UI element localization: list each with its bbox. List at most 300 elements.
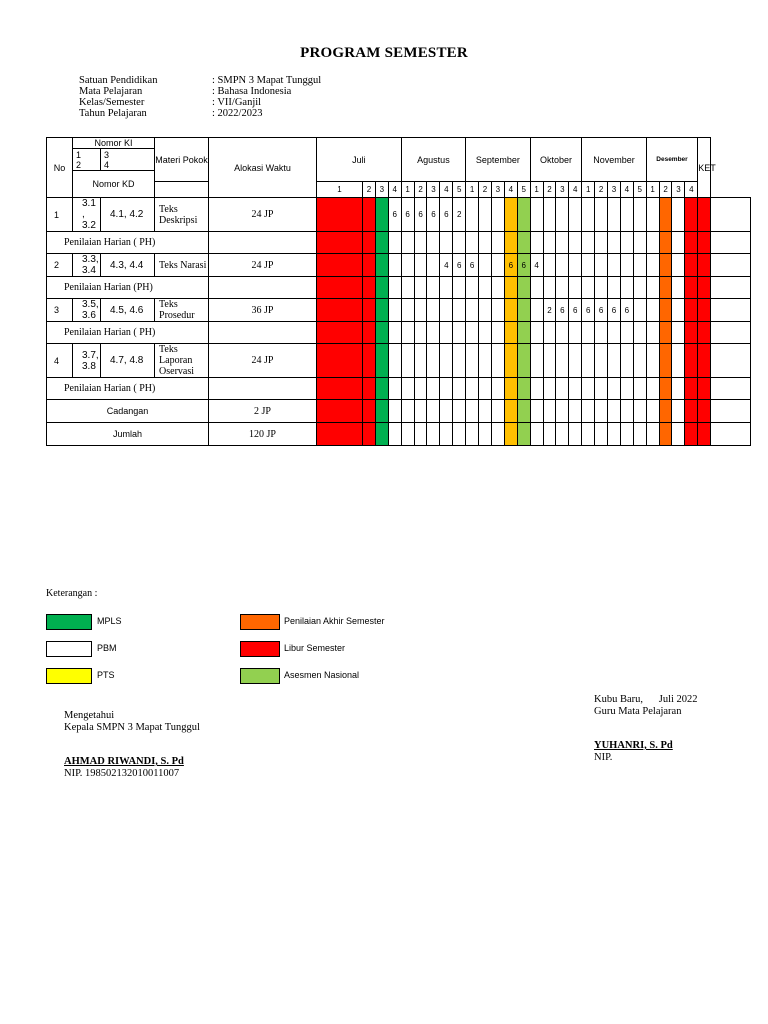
week-number: 2 <box>659 182 672 198</box>
week-cell <box>479 299 492 322</box>
week-cell <box>440 378 453 400</box>
week-number: 2 <box>543 182 556 198</box>
week-cell <box>685 378 698 400</box>
week-cell <box>491 344 504 378</box>
week-cell: 6 <box>504 254 517 277</box>
info-value: : SMPN 3 Mapat Tunggul <box>212 75 322 86</box>
week-cell <box>620 400 633 423</box>
week-cell <box>633 254 646 277</box>
week-cell <box>317 378 363 400</box>
week-cell <box>646 198 659 232</box>
month-juli: Juli <box>317 138 402 182</box>
row-penilaian-harian: Penilaian Harian (PH) <box>47 277 209 299</box>
week-cell <box>543 277 556 299</box>
week-cell <box>491 299 504 322</box>
row-kd-4: 4.7, 4.8 <box>101 344 155 378</box>
sig-left-line1: Mengetahui <box>64 710 115 721</box>
week-cell <box>440 423 453 446</box>
week-cell <box>530 277 543 299</box>
week-cell <box>375 423 388 446</box>
sig-right-role: Guru Mata Pelajaran <box>594 706 682 717</box>
row-penilaian-harian: Penilaian Harian ( PH) <box>47 378 209 400</box>
info-value: : 2022/2023 <box>212 108 263 119</box>
week-cell <box>317 344 363 378</box>
table-row <box>47 254 751 277</box>
week-cell <box>569 400 582 423</box>
week-cell <box>517 277 530 299</box>
row-ket <box>711 378 751 400</box>
week-cell <box>698 423 711 446</box>
row-no: 4 <box>47 344 73 378</box>
week-cell <box>401 400 414 423</box>
week-cell <box>440 299 453 322</box>
week-cell <box>453 232 466 254</box>
week-cell <box>530 423 543 446</box>
week-cell <box>659 254 672 277</box>
week-cell <box>646 400 659 423</box>
week-cell <box>543 423 556 446</box>
week-cell <box>479 198 492 232</box>
week-cell <box>530 400 543 423</box>
week-cell <box>608 277 621 299</box>
week-cell <box>556 423 569 446</box>
week-cell <box>401 378 414 400</box>
week-cell <box>466 378 479 400</box>
header-ki-left: 1 2 <box>73 149 101 171</box>
week-cell <box>388 423 401 446</box>
week-cell <box>453 299 466 322</box>
week-cell <box>685 400 698 423</box>
week-cell <box>440 277 453 299</box>
row-materi: Teks Laporan Oservasi <box>155 344 209 378</box>
sig-left-line2: Kepala SMPN 3 Mapat Tunggul <box>64 722 200 733</box>
week-cell <box>363 299 376 322</box>
week-cell <box>672 378 685 400</box>
row-ket <box>711 232 751 254</box>
week-cell <box>491 400 504 423</box>
week-cell <box>569 198 582 232</box>
week-cell <box>453 277 466 299</box>
week-cell <box>698 254 711 277</box>
week-cell <box>491 378 504 400</box>
week-cell <box>479 378 492 400</box>
week-cell <box>427 400 440 423</box>
week-cell <box>698 198 711 232</box>
row-ket <box>711 423 751 446</box>
week-cell <box>517 232 530 254</box>
week-cell <box>414 322 427 344</box>
week-cell <box>453 322 466 344</box>
row-kd-4: 4.5, 4.6 <box>101 299 155 322</box>
week-cell <box>375 378 388 400</box>
week-cell <box>672 344 685 378</box>
week-number: 5 <box>517 182 530 198</box>
week-cell <box>453 344 466 378</box>
week-cell <box>427 322 440 344</box>
week-cell <box>466 299 479 322</box>
header-ki-right: 3 4 <box>101 149 155 171</box>
row-materi: Teks Deskripsi <box>155 198 209 232</box>
week-cell <box>363 232 376 254</box>
week-cell: 4 <box>530 254 543 277</box>
week-cell <box>414 423 427 446</box>
week-cell <box>659 322 672 344</box>
week-cell <box>659 232 672 254</box>
week-cell: 6 <box>595 299 608 322</box>
legend-swatch <box>46 668 92 684</box>
row-ket <box>711 400 751 423</box>
header-alokasi: Alokasi Waktu <box>209 138 317 198</box>
week-cell <box>530 344 543 378</box>
row-ket <box>711 299 751 322</box>
week-cell <box>317 299 363 322</box>
week-cell <box>504 322 517 344</box>
week-cell <box>672 254 685 277</box>
week-cell <box>414 378 427 400</box>
week-cell <box>698 400 711 423</box>
week-cell <box>569 378 582 400</box>
row-materi: Teks Prosedur <box>155 299 209 322</box>
week-cell <box>479 400 492 423</box>
week-cell <box>375 232 388 254</box>
table-row <box>47 400 751 423</box>
week-number: 1 <box>466 182 479 198</box>
week-cell <box>504 378 517 400</box>
week-cell <box>556 198 569 232</box>
week-cell <box>595 378 608 400</box>
week-cell <box>582 277 595 299</box>
week-cell <box>595 344 608 378</box>
signature-right <box>594 694 698 764</box>
week-cell <box>608 400 621 423</box>
week-cell <box>453 400 466 423</box>
week-cell <box>633 322 646 344</box>
table-row <box>47 299 751 322</box>
info-value: : Bahasa Indonesia <box>212 86 292 97</box>
week-cell <box>479 232 492 254</box>
week-cell <box>543 344 556 378</box>
week-number: 4 <box>569 182 582 198</box>
week-cell <box>633 400 646 423</box>
week-cell <box>427 344 440 378</box>
week-cell <box>491 254 504 277</box>
week-cell <box>466 322 479 344</box>
week-cell <box>388 344 401 378</box>
legend-swatch <box>240 668 280 684</box>
week-cell <box>530 378 543 400</box>
month-november: November <box>582 138 646 182</box>
week-cell <box>491 232 504 254</box>
week-number: 2 <box>363 182 376 198</box>
info-label: Tahun Pelajaran <box>79 108 147 119</box>
row-alokasi <box>209 378 317 400</box>
week-cell <box>491 198 504 232</box>
week-cell <box>363 198 376 232</box>
week-number: 1 <box>317 182 363 198</box>
week-cell <box>672 198 685 232</box>
week-cell <box>672 322 685 344</box>
week-cell <box>620 198 633 232</box>
week-cell <box>556 254 569 277</box>
week-cell <box>504 299 517 322</box>
week-cell <box>620 322 633 344</box>
row-alokasi <box>209 232 317 254</box>
week-cell <box>582 423 595 446</box>
week-cell <box>414 400 427 423</box>
week-cell <box>388 400 401 423</box>
legend-swatch <box>240 614 280 630</box>
week-cell <box>672 232 685 254</box>
legend-label: MPLS <box>97 616 122 626</box>
row-ket <box>711 277 751 299</box>
week-cell <box>672 277 685 299</box>
table-row <box>47 322 751 344</box>
identity-block <box>79 75 321 119</box>
row-alokasi: 120 JP <box>209 423 317 446</box>
week-cell <box>504 423 517 446</box>
week-cell <box>388 232 401 254</box>
week-cell <box>633 232 646 254</box>
row-penilaian-harian: Penilaian Harian ( PH) <box>47 322 209 344</box>
week-number: 4 <box>504 182 517 198</box>
week-cell <box>375 400 388 423</box>
week-cell: 6 <box>582 299 595 322</box>
week-number: 3 <box>375 182 388 198</box>
week-cell <box>543 378 556 400</box>
header-ket: KET <box>698 138 711 198</box>
month-oktober: Oktober <box>530 138 582 182</box>
row-kd-4: 4.1, 4.2 <box>101 198 155 232</box>
row-no: 2 <box>47 254 73 277</box>
week-number: 3 <box>608 182 621 198</box>
sig-right-nip: NIP. <box>594 752 613 763</box>
week-cell <box>427 423 440 446</box>
week-cell <box>659 400 672 423</box>
header-materi-blank <box>155 182 209 198</box>
week-cell <box>659 198 672 232</box>
week-cell <box>582 198 595 232</box>
week-cell <box>401 232 414 254</box>
week-cell <box>556 232 569 254</box>
week-cell <box>556 344 569 378</box>
page-title: PROGRAM SEMESTER <box>300 45 468 61</box>
legend-swatch <box>46 614 92 630</box>
row-kd-3: 3.5, 3.6 <box>73 299 101 322</box>
week-cell: 6 <box>556 299 569 322</box>
week-cell <box>517 322 530 344</box>
week-cell <box>388 254 401 277</box>
week-cell <box>401 277 414 299</box>
week-cell <box>556 400 569 423</box>
week-cell <box>375 277 388 299</box>
header-nomor-kd: Nomor KD <box>73 171 155 198</box>
week-cell <box>517 400 530 423</box>
week-cell <box>543 198 556 232</box>
week-cell <box>620 423 633 446</box>
week-cell <box>556 277 569 299</box>
week-cell <box>620 232 633 254</box>
week-cell: 6 <box>453 254 466 277</box>
week-cell <box>504 400 517 423</box>
week-cell <box>363 378 376 400</box>
signature-left <box>64 710 200 780</box>
week-cell <box>620 254 633 277</box>
week-cell <box>646 254 659 277</box>
row-alokasi: 2 JP <box>209 400 317 423</box>
week-number: 2 <box>414 182 427 198</box>
table-row <box>47 232 751 254</box>
week-cell <box>582 232 595 254</box>
week-cell <box>582 344 595 378</box>
sig-left-nip: NIP. 198502132010011007 <box>64 768 180 779</box>
week-cell <box>517 198 530 232</box>
week-cell <box>427 232 440 254</box>
week-cell <box>556 378 569 400</box>
week-cell <box>685 423 698 446</box>
week-cell <box>582 378 595 400</box>
week-cell <box>685 232 698 254</box>
week-cell <box>646 423 659 446</box>
week-cell <box>427 378 440 400</box>
week-cell <box>633 198 646 232</box>
week-number: 4 <box>685 182 698 198</box>
week-cell <box>543 232 556 254</box>
week-cell <box>427 254 440 277</box>
week-cell <box>466 400 479 423</box>
sig-right-name: YUHANRI, S. Pd <box>594 740 673 751</box>
table-row <box>47 423 751 446</box>
week-cell <box>569 277 582 299</box>
week-cell <box>427 299 440 322</box>
week-cell <box>646 232 659 254</box>
week-cell <box>608 254 621 277</box>
week-cell <box>608 344 621 378</box>
week-cell <box>595 400 608 423</box>
week-cell <box>388 299 401 322</box>
week-cell <box>504 277 517 299</box>
week-cell <box>543 254 556 277</box>
week-cell <box>633 344 646 378</box>
week-cell <box>317 254 363 277</box>
row-penilaian-harian: Penilaian Harian ( PH) <box>47 232 209 254</box>
week-cell: 6 <box>427 198 440 232</box>
info-label: Satuan Pendidikan <box>79 75 158 86</box>
info-value: : VII/Ganjil <box>212 97 262 108</box>
header-nomor-ki: Nomor KI <box>73 138 155 149</box>
table-row <box>47 378 751 400</box>
week-number: 1 <box>646 182 659 198</box>
week-cell <box>620 344 633 378</box>
week-cell <box>414 344 427 378</box>
week-cell: 2 <box>453 198 466 232</box>
week-cell <box>646 322 659 344</box>
row-summary-label: Jumlah <box>47 423 209 446</box>
row-alokasi: 24 JP <box>209 254 317 277</box>
info-label: Mata Pelajaran <box>79 86 143 97</box>
week-cell <box>375 344 388 378</box>
row-kd-3: 3.7, 3.8 <box>73 344 101 378</box>
row-summary-label: Cadangan <box>47 400 209 423</box>
row-alokasi: 36 JP <box>209 299 317 322</box>
row-ket <box>711 344 751 378</box>
week-cell <box>595 254 608 277</box>
week-cell <box>517 344 530 378</box>
info-row <box>79 108 321 119</box>
week-number: 1 <box>582 182 595 198</box>
week-cell <box>440 344 453 378</box>
week-cell: 6 <box>440 198 453 232</box>
info-row <box>79 97 321 108</box>
week-cell <box>479 322 492 344</box>
week-cell <box>479 344 492 378</box>
sig-right-place-date: Kubu Baru, Juli 2022 <box>594 694 698 705</box>
week-cell <box>466 232 479 254</box>
week-cell <box>698 277 711 299</box>
week-cell <box>608 198 621 232</box>
row-ket <box>711 198 751 232</box>
week-cell <box>608 322 621 344</box>
week-number: 3 <box>672 182 685 198</box>
week-cell <box>375 299 388 322</box>
row-ket <box>711 322 751 344</box>
week-number: 3 <box>427 182 440 198</box>
week-cell <box>414 254 427 277</box>
week-cell <box>569 322 582 344</box>
row-no: 1 <box>47 198 73 232</box>
week-cell <box>530 322 543 344</box>
week-cell: 6 <box>388 198 401 232</box>
week-cell <box>401 423 414 446</box>
week-cell <box>517 378 530 400</box>
week-cell <box>317 400 363 423</box>
week-cell <box>363 254 376 277</box>
week-cell <box>685 322 698 344</box>
row-materi: Teks Narasi <box>155 254 209 277</box>
week-number: 2 <box>479 182 492 198</box>
week-cell <box>466 277 479 299</box>
week-cell <box>517 423 530 446</box>
month-agustus: Agustus <box>401 138 465 182</box>
week-cell <box>317 232 363 254</box>
week-cell <box>595 322 608 344</box>
week-cell <box>582 322 595 344</box>
week-cell <box>388 378 401 400</box>
week-cell <box>698 344 711 378</box>
row-alokasi: 24 JP <box>209 198 317 232</box>
header-materi: Materi Pokok <box>155 138 209 182</box>
week-cell <box>317 198 363 232</box>
week-cell <box>363 400 376 423</box>
row-ket <box>711 254 751 277</box>
month-september: September <box>466 138 530 182</box>
week-cell <box>479 423 492 446</box>
week-cell <box>595 277 608 299</box>
row-kd-4: 4.3, 4.4 <box>101 254 155 277</box>
week-cell <box>363 344 376 378</box>
week-cell <box>530 299 543 322</box>
week-cell <box>453 423 466 446</box>
week-cell <box>530 198 543 232</box>
table-row <box>47 344 751 378</box>
week-cell <box>543 400 556 423</box>
week-cell <box>363 423 376 446</box>
week-cell <box>317 277 363 299</box>
week-cell <box>672 400 685 423</box>
week-cell <box>633 423 646 446</box>
week-cell <box>608 232 621 254</box>
week-cell <box>646 344 659 378</box>
week-cell <box>375 254 388 277</box>
